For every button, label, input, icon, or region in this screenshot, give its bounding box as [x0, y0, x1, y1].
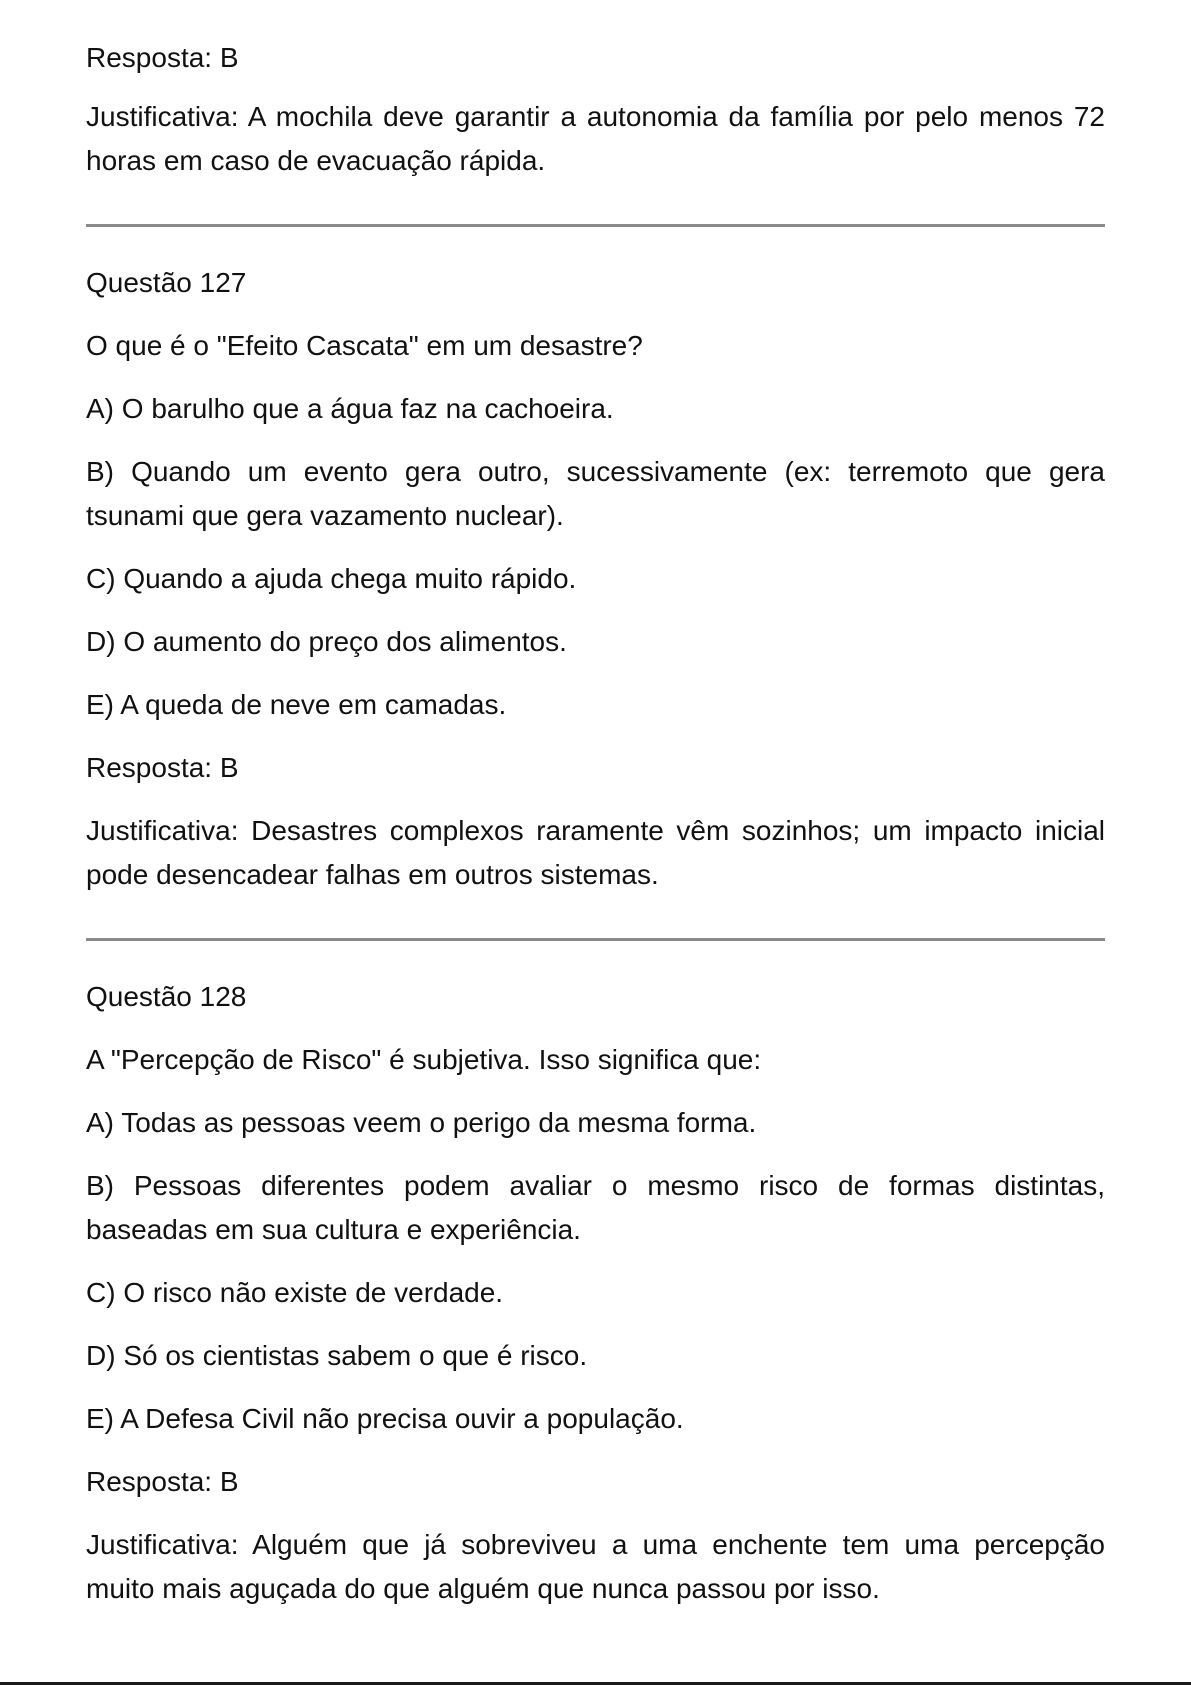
question-title: Questão 127 [86, 267, 247, 298]
option-b: B) Quando um evento gera outro, sucessivamente (ex: terremoto que gera tsunami que gera vazamento nuclear). [86, 456, 1105, 531]
answer-text: Resposta: B [86, 1466, 239, 1497]
justification-text: Justificativa: Desastres complexos raramente vêm sozinhos; um impacto inicial pode desencadear falhas em outros sistemas. [86, 815, 1105, 890]
question-127 [86, 261, 1105, 897]
option-b: B) Pessoas diferentes podem avaliar o mesmo risco de formas distintas, baseadas em sua cultura e experiência. [86, 1170, 1105, 1245]
option-e: E) A queda de neve em camadas. [86, 689, 507, 720]
option-a: A) Todas as pessoas veem o perigo da mesma forma. [86, 1107, 757, 1138]
justification-text: Justificativa: A mochila deve garantir a autonomia da família por pelo menos 72 horas em caso de evacuação rápida. [86, 101, 1105, 176]
question-prompt: A "Percepção de Risco" é subjetiva. Isso significa que: [86, 1044, 762, 1075]
question-128 [86, 975, 1105, 1611]
option-e: E) A Defesa Civil não precisa ouvir a população. [86, 1403, 684, 1434]
question-prompt: O que é o "Efeito Cascata" em um desastre? [86, 330, 643, 361]
document-page [86, 36, 1105, 1630]
option-a: A) O barulho que a água faz na cachoeira. [86, 393, 614, 424]
question-title: Questão 128 [86, 981, 247, 1012]
section-divider [86, 224, 1105, 227]
option-c: C) Quando a ajuda chega muito rápido. [86, 563, 577, 594]
answer-text: Resposta: B [86, 42, 239, 73]
option-d: D) Só os cientistas sabem o que é risco. [86, 1340, 588, 1371]
option-c: C) O risco não existe de verdade. [86, 1277, 504, 1308]
answer-text: Resposta: B [86, 752, 239, 783]
section-divider [86, 938, 1105, 941]
justification-text: Justificativa: Alguém que já sobreviveu a uma enchente tem uma percepção muito mais aguçada do que alguém que nunca passou por isso. [86, 1529, 1105, 1604]
option-d: D) O aumento do preço dos alimentos. [86, 626, 567, 657]
